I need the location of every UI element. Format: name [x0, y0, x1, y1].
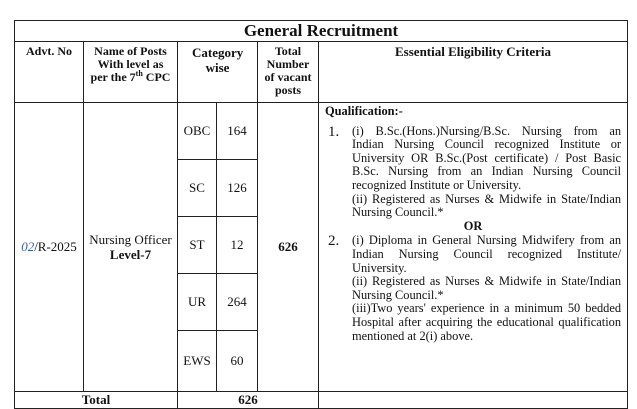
- header-vacant-line1: Total: [274, 44, 302, 58]
- post-name-text: Nursing Officer: [89, 232, 172, 247]
- category-name: EWS: [178, 331, 217, 392]
- header-criteria: Essential Eligibility Criteria: [319, 42, 628, 103]
- header-posts-line3-post: CPC: [142, 70, 171, 84]
- total-label: Total: [15, 392, 178, 409]
- category-count: 12: [217, 217, 258, 274]
- post-level: Level-7: [109, 247, 152, 262]
- advt-handwritten: 02: [21, 239, 35, 254]
- header-advt-no: Advt. No: [15, 42, 84, 103]
- category-count: 264: [217, 274, 258, 331]
- header-posts-line1: Name of Posts: [94, 44, 167, 58]
- category-name: UR: [178, 274, 217, 331]
- post-name: [84, 103, 178, 392]
- recruitment-table: [14, 20, 628, 409]
- category-count: 126: [217, 160, 258, 217]
- category-count: 164: [217, 103, 258, 160]
- total-vacant: 626: [258, 103, 319, 392]
- criteria-item-2-number: 2.: [328, 233, 340, 250]
- eligibility-criteria: [319, 103, 628, 392]
- header-vacant-line2: Number: [266, 57, 310, 71]
- total-value: 626: [178, 392, 319, 409]
- header-vacant-line4: posts: [274, 83, 301, 97]
- total-row: [15, 392, 628, 409]
- header-vacant-line3: of vacant: [264, 70, 312, 84]
- header-vacant: [258, 42, 319, 103]
- criteria-item-2-iii: (iii)Two years' experience in a minimum 50 bedded Hospital after acquiring the educational qualification mentioned at 2(i) above.: [352, 301, 622, 343]
- criteria-item-2-i: (i) Diploma in General Nursing Midwifery from an Indian Nursing Council recognized Institute/ University.: [352, 233, 622, 275]
- category-count: 60: [217, 331, 258, 392]
- header-posts-line3-pre: per the 7: [90, 70, 136, 84]
- advt-number: [15, 103, 84, 392]
- header-posts: [84, 42, 178, 103]
- criteria-item-1-number: 1.: [328, 123, 340, 140]
- criteria-item-1-ii: (ii) Registered as Nurses & Midwife in State/Indian Nursing Council.*: [352, 191, 622, 220]
- header-posts-line2: With level as: [97, 57, 164, 71]
- qualification-heading: Qualification:-: [325, 104, 403, 118]
- category-name: OBC: [178, 103, 217, 160]
- table-title: General Recruitment: [15, 21, 628, 42]
- category-name: SC: [178, 160, 217, 217]
- criteria-item-2-ii: (ii) Registered as Nurses & Midwife in State/Indian Nursing Council.*: [352, 274, 622, 302]
- category-name: ST: [178, 217, 217, 274]
- table-row: [15, 103, 628, 160]
- criteria-item-2: [325, 234, 621, 343]
- header-category: Category wise: [178, 42, 258, 103]
- advt-suffix: /R-2025: [34, 239, 77, 254]
- total-empty-cell: [319, 392, 628, 409]
- criteria-item-1: [325, 125, 621, 220]
- criteria-item-1-i: (i) B.Sc.(Hons.)Nursing/B.Sc. Nursing from an Indian Nursing Council recognized Institute or University OR B.Sc.(Post certificate) / Post Basic B.Sc. Nursing from an Indian Nursing Council recognized Institute or University.: [352, 123, 622, 192]
- header-posts-line3-sup: th: [135, 69, 143, 78]
- criteria-or: OR: [463, 218, 483, 233]
